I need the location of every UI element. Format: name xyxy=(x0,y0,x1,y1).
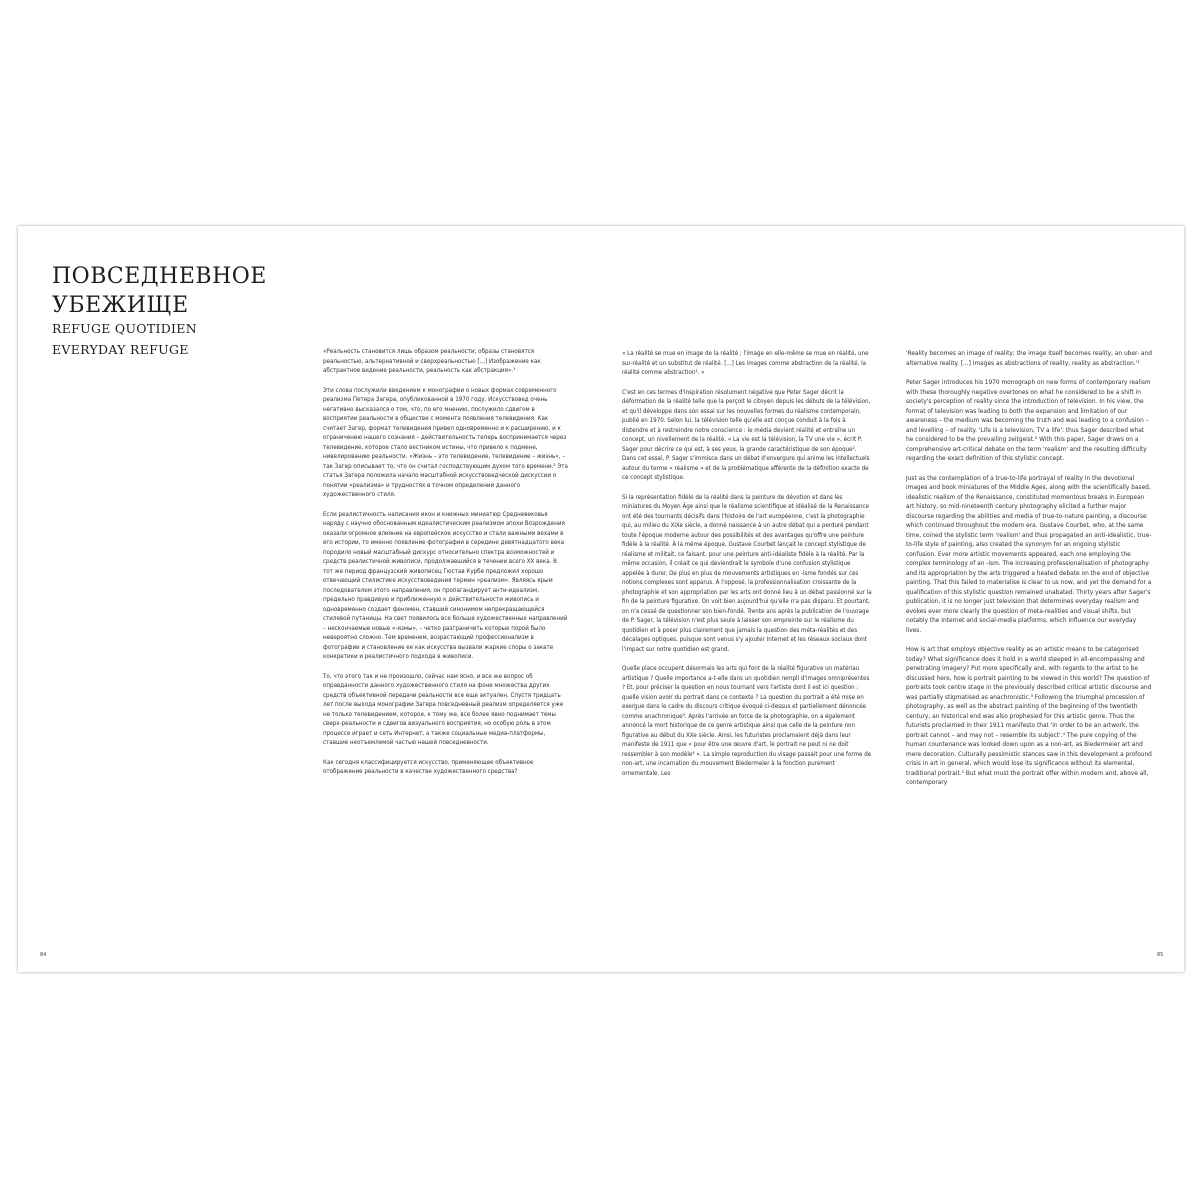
english-paragraph: How is art that employs objective reality as an artistic means to be categorised today? What significance does it hold in a world steeped in all-encompassing and penetrating imagery? Put more specifically and, with regards to the artist to be discussed here, how is portrait painting to be viewed in this world? The question of portraits took centre stage in the previously described critical artistic discourse and was partially stigmatised as anachronistic.³ Following the triumphal procession of photography, as well as the abstract painting of the beginning of the twentieth century, an historical end was also prophesied for this artistic genre. Thus the futurists proclaimed in their 1911 manifesto that 'in order to be an artwork, the portrait cannot – and may not – resemble its subject'.⁴ The pure copying of the human countenance was looked down upon as a non-art, as Biedermeier art and mere decoration. Culturally pessimistic stances saw in this development a profound crisis in art in general, which would lose its significance without its elemental, traditional portrait.⁵ But what must the portrait offer within modern and, above all, contemporary xyxy=(906,645,1152,786)
english-paragraph: 'Reality becomes an image of reality; the image itself becomes reality, an uber- and alternative reality. [...] Images as abstractions of reality, reality as abstraction.'¹ xyxy=(906,349,1152,367)
title-line-2: УБЕЖИЩЕ xyxy=(52,293,189,318)
french-paragraph: C'est en ces termes d'inspiration résolument négative que Peter Sager décrit la déformation de la réalité telle que la perçoit le citoyen depuis les débuts de la télévision, et qu'il développe dans son essai sur les nouvelles formes du réalisme contemporain, publié en 1970. Selon lui, la télévision telle qu'elle est conçue conduit à la fois à distendre et à restreindre notre conscience : le média devient réalité et entraîne un concept, un nivellement de la réalité. « La vie est la télévision, la TV une vie », écrit P. Sager pour décrire ce qui est, à ses yeux, la grande caractéristique de son époque². Dans cet essai, P. Sager s'immisce dans un débat d'envergure qui anime les intellectuels autour du terme « réalisme » et de la problématique afférente de la définition exacte de ce concept stylistique. xyxy=(622,388,871,481)
english-paragraph: Just as the contemplation of a true-to-life portrayal of reality in the devotional images and book miniatures of the Middle Ages, along with the scientifically based, idealistic realism of the Renaissance, constituted momentous breaks in European art history, so mid-nineteenth century photography elicited a further major discourse regarding the abilities and media of true-to-nature painting, a discourse which continued throughout the modern era. Gustave Courbet, who, at the same time, coined the stylistic term 'realism' and thus propagated an anti-idealistic, true-to-life style of painting, also created the synonym for an ongoing stylistic confusion. Ever more artistic movements appeared, each one employing the complex terminology of an -ism. The increasing professionalisation of photography and its appropriation by the arts triggered a heated debate on the end of objective painting. That this failed to materialise is clear to us now, and yet the demand for a qualification of this stylistic question remained unabated. Thirty years after Sager's publication, it is no longer just television that determines everyday realism and evokes ever more clearly the question of meta-realities and visual shifts, but notably the Internet and social-media platforms, which influence our everyday lives. xyxy=(906,473,1152,634)
subtitle-french: REFUGE QUOTIDIEN xyxy=(52,321,197,336)
english-text-column xyxy=(906,349,1152,798)
english-paragraph: Peter Sager introduces his 1970 monograph on new forms of contemporary realism with these thoroughly negative overtones on what he considered to be a shift in society's perception of reality since the introduction of television. In his view, the format of television was leading to both the expansion and limitation of our awareness – the medium was becoming the truth and was leading to a confusion – and levelling – of reality. 'Life is a television, TV a life': thus Sager described what he considered to be the prevailing zeitgeist.² With this paper, Sager draws on a comprehensive art-critical debate on the term 'realism' and the resulting difficulty regarding the exact definition of this stylistic concept. xyxy=(906,378,1151,462)
french-paragraph: « La réalité se mue en image de la réalité ; l'image en elle-même se mue en réalité, une sur-réalité et un substitut de réalité. [...] Les images comme abstraction de la réalité, la réalité comme abstraction¹. » xyxy=(622,350,869,376)
page-number-right: 85 xyxy=(1157,952,1164,958)
french-paragraph: Si la représentation fidèle de la réalité dans la peinture de dévotion et dans les miniatures du Moyen Âge ainsi que le réalisme scientifique et idéalisé de la Renaissance ont été des tournants décisifs dans l'histoire de l'art européenne, c'est la photographie qui, au milieu du XIXe siècle, a donné naissance à un autre débat qui a perduré pendant toute l'époque moderne autour des possibilités et des avantages qu'offre une peinture fidèle à la réalité. À la même époque, Gustave Courbet lançait le concept stylistique de réalisme et militait, ce faisant, pour une peinture anti-idéaliste fidèle à la réalité. Par la même occasion, il créait ce qui deviendrait le symbole d'une confusion stylistique appelée à durer. De plus en plus de mouvements artistiques en -isme fondés sur ces notions complexes sont apparus. À l'opposé, la professionnalisation croissante de la photographie et son appropriation par les arts ont donné lieu à un débat passionné sur la fin de la peinture figurative. On voit bien aujourd'hui qu'elle n'a pas disparu. Et pourtant, on n'a cessé de questionner son bien-fondé. Trente ans après la publication de l'ouvrage de P. Sager, la télévision n'est plus seule à laisser son empreinte sur le réalisme du quotidien et à poser plus clairement que jamais la question des méta-réalités et des décalages optiques, puisque sont venus s'y ajouter Internet et les réseaux sociaux dont l'impact sur notre quotidien est grand. xyxy=(622,493,872,653)
russian-text-column xyxy=(323,347,568,787)
subtitle-english: EVERYDAY REFUGE xyxy=(52,342,189,357)
russian-paragraph: Как сегодня классифицируется искусство, применяющее объективное отображение реальности в качестве художественного средства? xyxy=(323,758,534,775)
russian-paragraph: Если реалистичность написания икон и книжных миниатюр Средневековья наряду с научно обоснованным идеалистическим реализмом эпохи Возрождения оказали огромное влияние на европейское искусство и стали важными вехами в его истории, то именно появление фотографии в середине девятнадцатого века породило новый масштабный дискурс относительно спектра возможностей и средств реалистичной живописи, продолжавшийся в течении всего XX века. В тот же период французский живописец Гюстав Курбе предложил хорошо отвечающий стилистике искусствоведения термин «реализм». Являясь ярым последователем этого направления, он пропагандирует анти-идеализм, предельно правдивую и приближенную к действительности живопись и одновременно создает феномен, ставший синонимом непрекращающейся стилевой путаницы. На свет появилось все больше художественных направлений – нескончаемые новые «-измы», – четко разграничить которые порой было невероятно сложно. Тем временем, возрастающий профессионализм в фотографии и становление ее как искусства вызвали жаркие споры о закате конкретики и реалистичного подхода в живописи. xyxy=(323,510,568,660)
french-text-column xyxy=(622,349,872,788)
russian-paragraph: Эти слова послужили введением к монографии о новых формах современного реализма Петера Загера, опубликованной в 1970 году. Искусствовед очень негативно высказался о том, что, по его мнению, послужило сдвигом в восприятии реальности в обществе с момента появления телевидения. Как считает Загер, формат телевидения привел одновременно и к расширению, и к ограничению нашего сознания – действительность теперь воспринимается через телевидение, которое стало вестником истины, что привело к подмене, нивелированию реальности. «Жизнь – это телевидение, телевидение – жизнь», – так Загер описывает то, что он считал господствующим духом того времени.² Эта статья Загера положила начало масштабной искусствоведческой дискуссии о понятии «реализма» и трудностях в точном определении данного художественного стиля. xyxy=(323,386,568,498)
title-line-1: ПОВСЕДНЕВНОЕ xyxy=(52,264,267,289)
russian-paragraph: «Реальность становится лишь образом реальности; образы становятся реальностью, альтернативной и сверхреальностью [...] Изображение как абстрактное видение реальности, реальность как абстракция».¹ xyxy=(323,348,541,374)
page-title-russian xyxy=(52,262,267,320)
page-number-left: 84 xyxy=(40,952,47,958)
russian-paragraph: То, что этого так и не произошло, сейчас нам ясно, и все же вопрос об оправданности данного художественного стиля на фоне множества других средств объективной передачи реальности все еще актуален. Спустя тридцать лет после выхода монографии Загера повседневный реализм определяется уже не только телевидением, которое, к тому же, все более явно поднимает темы сверх-реальности и сдвигов визуального восприятия, но особую роль в этом процессе играет и сеть Интернет, а также социальные медиа-платформы, ставшие неотъемлемой частью нашей повседневности. xyxy=(323,672,564,746)
french-paragraph: Quelle place occupent désormais les arts qui font de la réalité figurative un matériau artistique ? Quelle importance a-t-elle dans un quotidien rempli d'images omniprésentes ? Et, pour préciser la question en nous tournant vers l'artiste dont il est ici question : quelle vision avoir du portrait dans ce contexte ? La question du portrait a été mise en exergue dans le cadre du discours critique évoqué ci-dessus et partiellement dénoncée comme anachronique³. Après l'arrivée en force de la photographie, on a également annoncé la mort historique de ce genre artistique ainsi que celle de la peinture non figurative au début du XXe siècle. Ainsi, les futuristes proclamaient déjà dans leur manifeste de 1911 que « pour être une œuvre d'art, le portrait ne peut ni ne doit ressembler à son modèle⁴ ». La simple reproduction du visage passait pour une forme de non-art, une incarnation du mouvement Biedermeier à la fonction purement ornementale. Les xyxy=(622,665,872,777)
